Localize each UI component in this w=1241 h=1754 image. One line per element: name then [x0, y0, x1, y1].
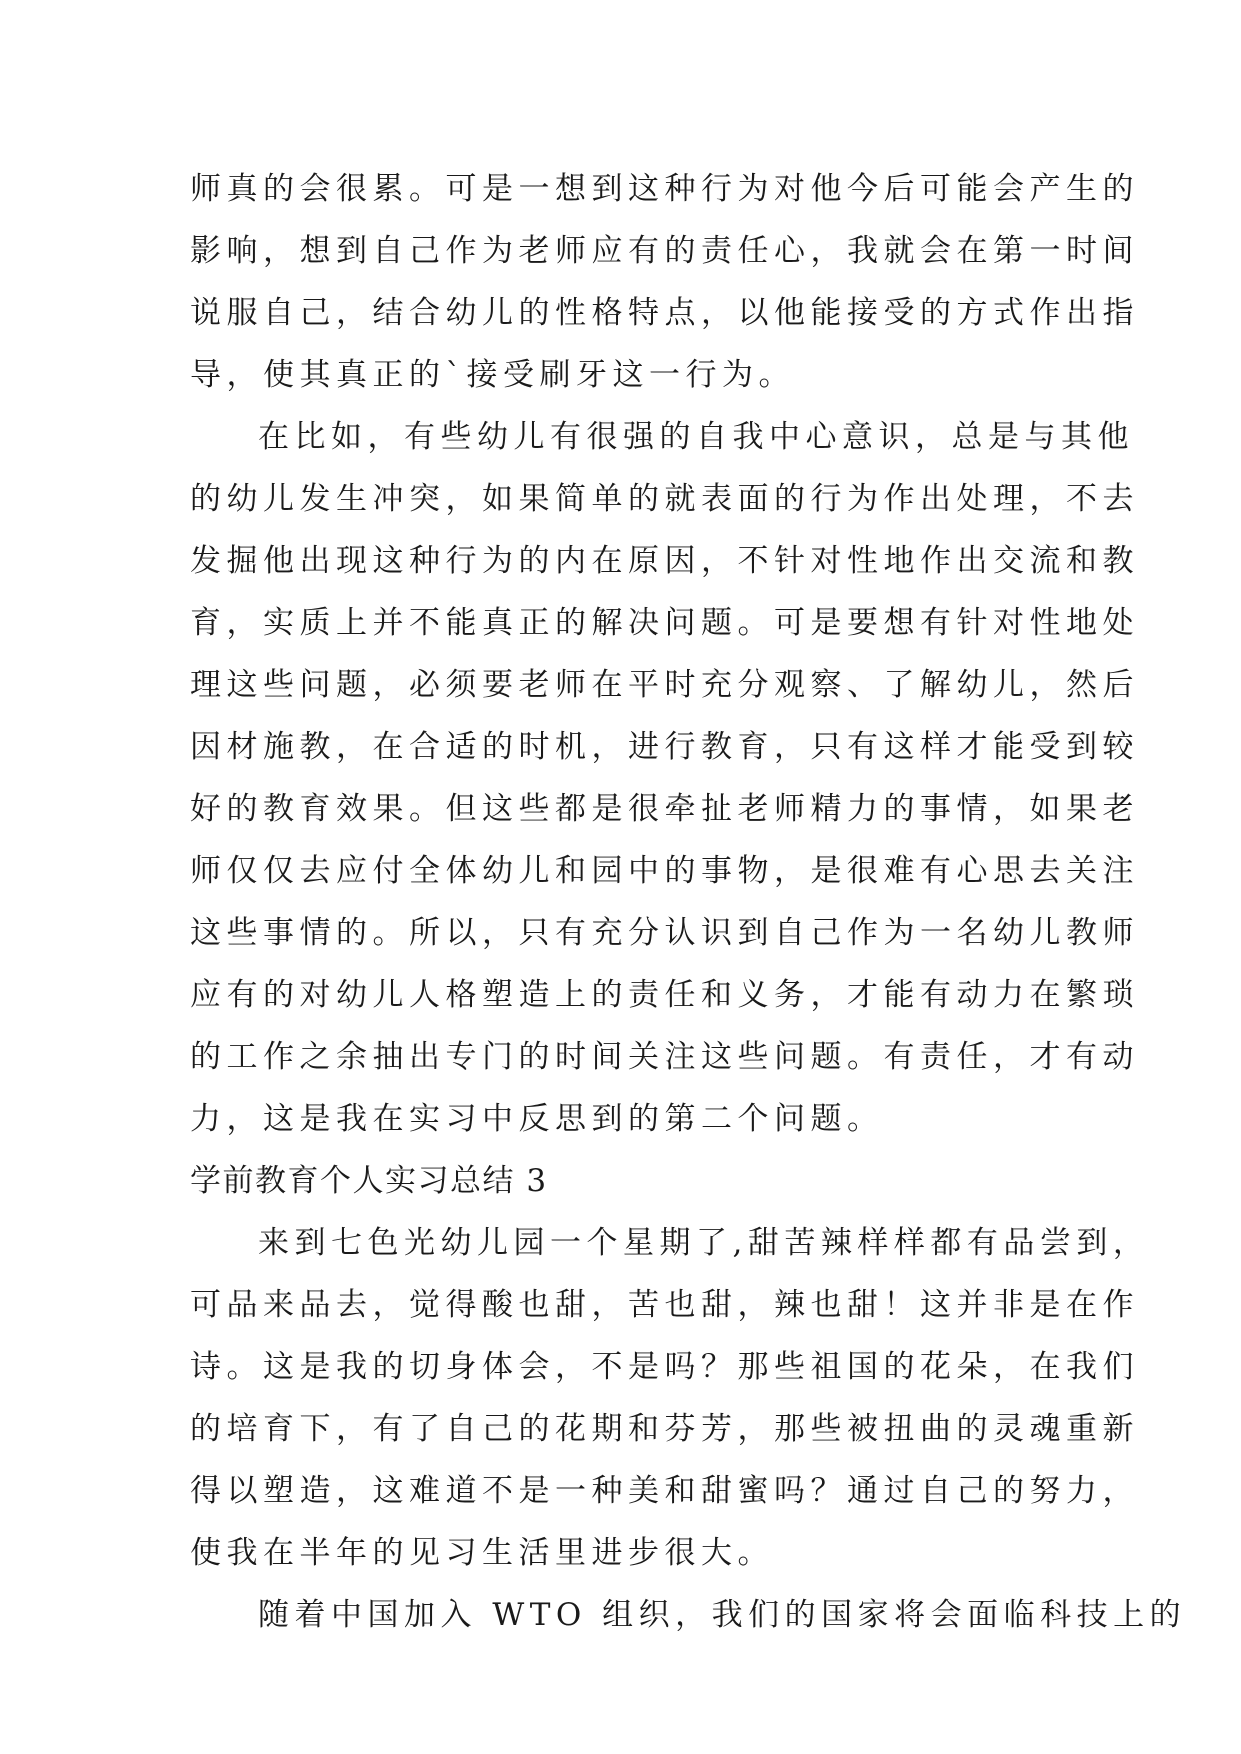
paragraph-line: 理这些问题，必须要老师在平时充分观察、了解幼儿，然后 [190, 667, 1139, 703]
paragraph-line: 这些事情的。所以，只有充分认识到自己作为一名幼儿教师 [190, 915, 1139, 951]
paragraph-line: 应有的对幼儿人格塑造上的责任和义务，才能有动力在繁琐 [190, 977, 1139, 1013]
document-body [190, 158, 1187, 1646]
paragraph-line: 可品来品去，觉得酸也甜，苦也甜，辣也甜！这并非是在作 [190, 1287, 1139, 1323]
paragraph-line: 诗。这是我的切身体会，不是吗？那些祖国的花朵，在我们 [190, 1349, 1139, 1385]
paragraph-line: 使我在半年的见习生活里进步很大。 [190, 1535, 774, 1571]
section-heading: 学前教育个人实习总结 3 [190, 1163, 548, 1199]
paragraph-line: 影响，想到自己作为老师应有的责任心，我就会在第一时间 [190, 233, 1139, 269]
paragraph-line: 师仅仅去应付全体幼儿和园中的事物，是很难有心思去关注 [190, 853, 1139, 889]
paragraph-line: 的幼儿发生冲突，如果简单的就表面的行为作出处理，不去 [190, 481, 1139, 517]
paragraph-line: 的培育下，有了自己的花期和芬芳，那些被扭曲的灵魂重新 [190, 1411, 1139, 1447]
paragraph-line: 师真的会很累。可是一想到这种行为对他今后可能会产生的 [190, 171, 1139, 207]
paragraph-line: 导，使其真正的`接受刷牙这一行为。 [190, 357, 795, 393]
paragraph-line: 好的教育效果。但这些都是很牵扯老师精力的事情，如果老 [190, 791, 1139, 827]
paragraph-line: 的工作之余抽出专门的时间关注这些问题。有责任，才有动 [190, 1039, 1139, 1075]
paragraph-line: 说服自己，结合幼儿的性格特点，以他能接受的方式作出指 [190, 295, 1139, 331]
paragraph-line: 因材施教，在合适的时机，进行教育，只有这样才能受到较 [190, 729, 1139, 765]
paragraph-line: 力，这是我在实习中反思到的第二个问题。 [190, 1101, 884, 1137]
paragraph-line: 来到七色光幼儿园一个星期了,甜苦辣样样都有品尝到， [258, 1225, 1150, 1261]
paragraph-line: 在比如，有些幼儿有很强的自我中心意识，总是与其他 [258, 419, 1134, 455]
paragraph-line: 育，实质上并不能真正的解决问题。可是要想有针对性地处 [190, 605, 1139, 641]
paragraph-line: 得以塑造，这难道不是一种美和甜蜜吗？通过自己的努力， [190, 1473, 1139, 1509]
paragraph-line: 随着中国加入 WTO 组织，我们的国家将会面临科技上的 [258, 1597, 1187, 1633]
paragraph-line: 发掘他出现这种行为的内在原因，不针对性地作出交流和教 [190, 543, 1139, 579]
